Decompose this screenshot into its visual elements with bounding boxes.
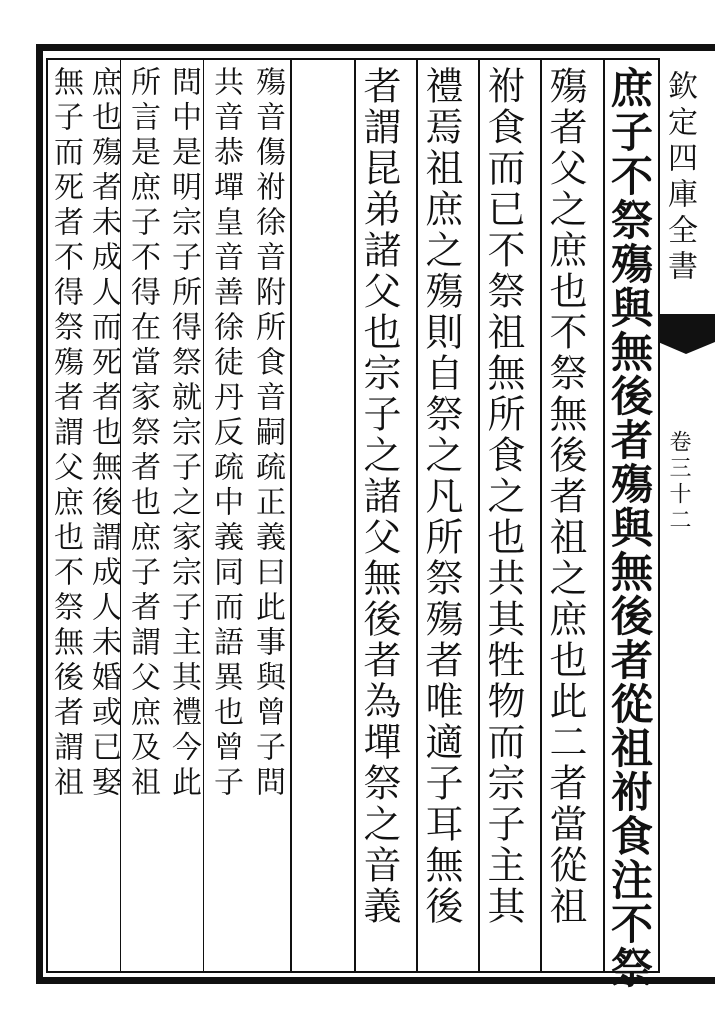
- text-column-3: 祔食而已不祭祖無所食之也共其牲物而宗子主其: [481, 66, 525, 927]
- commentary-column-6: 無子而死者不得祭殤者謂父庶也不祭無後者謂祖: [48, 66, 83, 801]
- commentary-column-2: 共音恭墠皇音善徐徒丹反疏中義同而語異也曾子: [208, 66, 243, 801]
- commentary-column-5: 庶也殤者未成人而死者也無後謂成人未婚或已娶: [86, 66, 121, 801]
- margin-rule: [658, 58, 660, 973]
- text-column-1: 庶子不祭殤與無後者殤與無後者從祖祔食注不祭: [605, 66, 654, 990]
- book-title: 欽定四庫全書: [662, 70, 697, 286]
- column-rule: [416, 58, 418, 973]
- text-column-2: 殤者父之庶也不祭無後者祖之庶也此二者當從祖: [543, 66, 587, 927]
- text-column-5: 者謂昆弟諸父也宗子之諸父無後者為墠祭之音義: [357, 66, 401, 927]
- column-rule: [540, 58, 542, 973]
- column-rule: [290, 58, 292, 973]
- volume-label: 卷三十二: [666, 430, 691, 534]
- commentary-column-4: 所言是庶子不得在當家祭者也庶子者謂父庶及祖: [125, 66, 160, 801]
- column-rule: [203, 58, 204, 973]
- commentary-column-3: 問中是明宗子所得祭就宗子之家宗子主其禮今此: [166, 66, 201, 801]
- column-rule: [478, 58, 480, 973]
- fish-tail-mark: [658, 314, 715, 342]
- column-rule: [354, 58, 356, 973]
- commentary-column-1: 殤音傷祔徐音附所食音嗣疏正義曰此事與曾子問: [250, 66, 285, 801]
- text-column-4: 禮焉祖庶之殤則自祭之凡所祭殤者唯適子耳無後: [419, 66, 463, 927]
